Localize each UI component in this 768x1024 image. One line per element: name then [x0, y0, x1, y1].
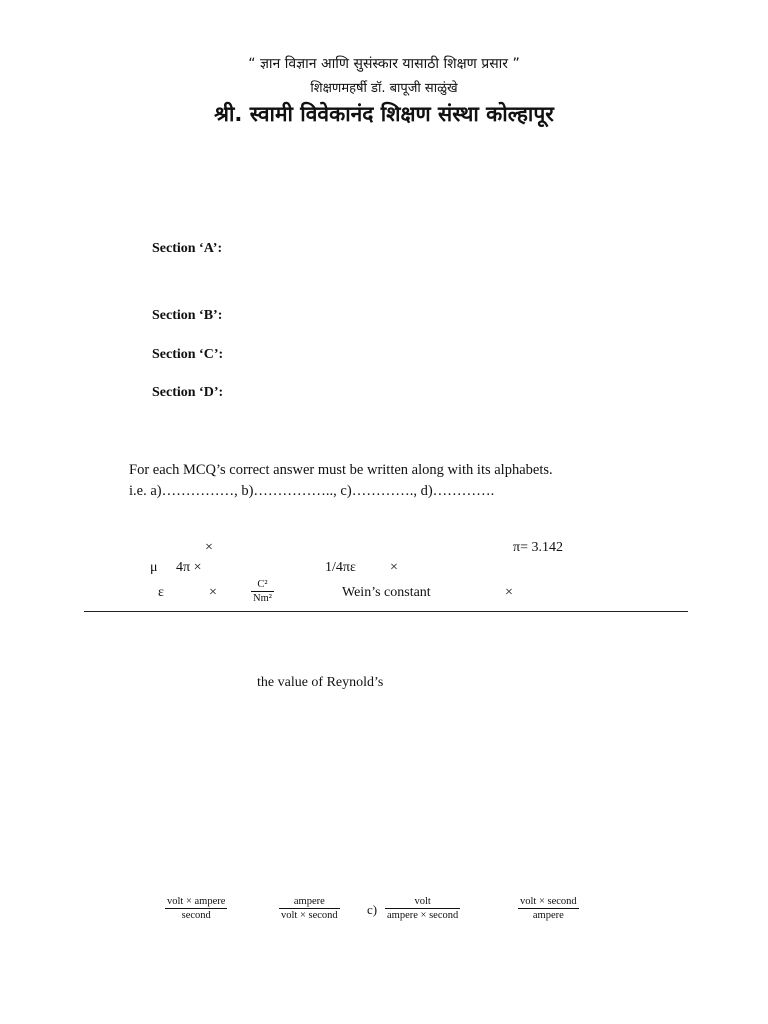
horizontal-divider: [84, 611, 688, 612]
section-a-label: Section ‘A’:: [152, 241, 223, 256]
epsilon-unit-fraction: [251, 579, 274, 604]
option-d-fraction: [518, 896, 579, 921]
question-text: the value of Reynold’s: [257, 675, 384, 690]
instruction-line-2: i.e. a)……………, b)…………….., c)…………., d)………….: [129, 483, 495, 499]
section-c-label: Section ‘C’:: [152, 347, 224, 362]
section-d-label: Section ‘D’:: [152, 385, 224, 400]
weins-constant-label: Wein’s constant: [342, 585, 431, 600]
option-c-fraction: [385, 896, 460, 921]
option-d-numerator: volt × second: [520, 896, 577, 907]
option-a-fraction: [165, 896, 227, 921]
epsilon-symbol: ε: [158, 585, 164, 600]
constant-row3-times-right: ×: [505, 585, 513, 600]
constant-row1-times: ×: [205, 540, 213, 555]
option-a-denominator: second: [181, 910, 211, 921]
epsilon-unit-numerator: C²: [251, 579, 274, 592]
instruction-line-1: For each MCQ’s correct answer must be written along with its alphabets.: [129, 462, 553, 478]
option-d-denominator: ampere: [532, 910, 564, 921]
option-b-fraction: [279, 896, 340, 921]
pi-value: π= 3.142: [513, 540, 563, 555]
option-c-denominator: ampere × second: [387, 910, 459, 921]
option-c-numerator: volt: [385, 896, 460, 909]
coulomb-constant: 1/4πε: [325, 560, 356, 575]
epsilon-unit-denominator: Nm²: [253, 593, 272, 604]
four-pi-times: 4π ×: [176, 560, 202, 575]
founder-name: शिक्षणमहर्षी डॉ. बापूजी साळुंखे: [310, 81, 458, 96]
constant-row2-times: ×: [390, 560, 398, 575]
option-b-numerator: ampere: [279, 896, 340, 909]
constant-row3-times: ×: [209, 585, 217, 600]
institution-name: श्री. स्वामी विवेकानंद शिक्षण संस्था कोल्हापूर: [214, 102, 554, 126]
motto: “ ज्ञान विज्ञान आणि सुसंस्कार यासाठी शिक्षण प्रसार ”: [248, 56, 520, 72]
section-b-label: Section ‘B’:: [152, 308, 223, 323]
option-c-label: c): [367, 902, 378, 917]
option-a-numerator: volt × ampere: [167, 896, 226, 907]
option-b-denominator: volt × second: [281, 910, 338, 921]
mu-symbol: μ: [150, 560, 158, 575]
